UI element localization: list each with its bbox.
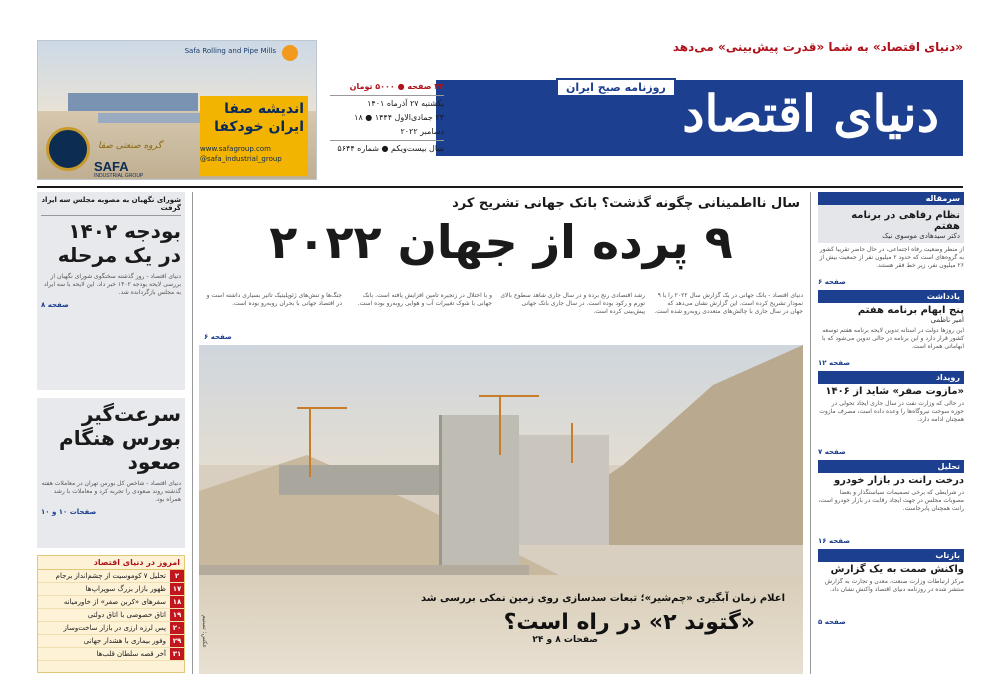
list-item-text: پس لرزه ارزی در بازار ساخت‌وساز — [63, 624, 166, 632]
list-item[interactable] — [38, 570, 184, 583]
event-body: در حالی که وزارت نفت در سال جاری ایجاد تحولی در حوزه سوخت نیروگاه‌ها را وعده داده است، مصرف مازوت همچنان ادامه دارد. — [819, 400, 964, 423]
bourse-story[interactable] — [37, 398, 185, 548]
top-divider — [37, 186, 963, 188]
photo-credit: عکس: تسنیم — [201, 615, 208, 649]
issue-date-fa: یکشنبه ۲۷ آذرماه ۱۴۰۱ — [367, 99, 444, 108]
right-column — [818, 192, 964, 674]
right-column-divider — [810, 192, 811, 674]
bourse-page-ref[interactable]: صفحات ۱۰ و ۱۰ — [41, 508, 97, 516]
event-title[interactable]: «مازوت صفر» شاید از ۱۴۰۶ — [825, 386, 964, 397]
safa-logo-icon — [46, 127, 90, 171]
bourse-headline[interactable]: سرعت‌گیر بورس هنگام صعود — [59, 402, 181, 474]
list-item[interactable] — [38, 648, 184, 661]
list-item-text: سفرهای «کربن صفر» از خاورمیانه — [63, 598, 166, 606]
reflection-body: مرکز ارتباطات وزارت صنعت، معدن و تجارت به گزارش منتشر شده در روزنامه دنیای اقتصاد واکنش نشان داد. — [824, 578, 964, 593]
list-item-text: وفور بیماری با هشدار جهانی — [83, 637, 166, 645]
editorial-page-ref[interactable]: صفحه ۶ — [818, 278, 846, 286]
masthead-subtitle: روزنامه صبح ایران — [556, 78, 676, 97]
analysis-section[interactable] — [818, 460, 964, 545]
budget-headline[interactable]: بودجه ۱۴۰۲ در یک مرحله — [57, 219, 181, 267]
analysis-title[interactable]: درخت رانت در بازار خودرو — [833, 475, 964, 486]
list-item-text: آخر قصه سلطان قلب‌ها — [96, 650, 166, 658]
crane-jib — [479, 395, 539, 397]
dam-photo[interactable] — [199, 345, 803, 674]
photo-caption-page-ref[interactable]: صفحات ۸ و ۲۴ — [532, 635, 598, 645]
note-page-ref[interactable]: صفحه ۱۲ — [818, 359, 851, 367]
newspaper-logo[interactable]: دنیای اقتصاد — [682, 84, 939, 143]
ad-factory-image — [68, 93, 198, 111]
editorial-body: از منظر وضعیت رفاه اجتماعی، در حال حاضر تقریباً کشور به گروه‌های است که حدود ۲ میلیون نفر از جمعیت بیش از ۲۶ میلیون نفر، زیر خط فقر هستند. — [819, 246, 964, 269]
analysis-body: در شرایطی که برخی تصمیمات سیاستگذار و بعضاً مصوبات مجلس در جهت ایجاد رقابت در بازار خودرو است، رانت همچنان پابرجاست. — [818, 489, 964, 512]
issue-number: سال بیست‌ویکم ● شماره ۵۶۴۴ — [337, 144, 444, 153]
note-body: این روزها دولت در آستانه تدوین لایحه برنامه هفتم توسعه کشور قرار دارد و این برنامه در حالی تدوین می‌شود که با ابهاماتی همراه است. — [821, 327, 964, 350]
photo-dam-structure-2 — [519, 435, 609, 545]
list-item-text: ظهور بازار بزرگ سوپراپ‌ها — [85, 585, 166, 593]
masthead[interactable] — [436, 80, 963, 156]
reflection-title[interactable]: واکنش صمت به یک گزارش — [830, 564, 964, 575]
budget-page-ref[interactable]: صفحه ۸ — [41, 301, 69, 309]
page-number: ۲۰ — [170, 622, 184, 634]
ad-brand-sub: INDUSTRIAL GROUP — [94, 173, 144, 179]
section-label: بازتاب — [818, 549, 964, 562]
left-column-divider — [192, 192, 193, 674]
today-title: امروز در دنیای اقتصاد — [38, 556, 184, 570]
budget-body: دنیای اقتصاد - روز گذشته سخنگوی شورای نگهبان از بررسی لایحه بودجه ۱۴۰۲ خبر داد. این لایحه با سه ایراد به مجلس بازگردانده شد. — [44, 273, 181, 296]
list-item-text: اتاق خصوصی با اتاق دولتی — [87, 611, 166, 619]
page-number: ۲ — [170, 570, 184, 582]
issue-date-other: ۲۳ جمادی‌الاول ۱۴۴۴ ● ۱۸ دسامبر ۲۰۲۲ — [354, 113, 444, 136]
budget-story[interactable] — [37, 192, 185, 390]
issue-info — [330, 80, 444, 156]
list-item[interactable] — [38, 583, 184, 596]
crane-mast — [571, 423, 573, 463]
reflection-section[interactable] — [818, 549, 964, 626]
photo-wall — [279, 465, 459, 495]
section-label: رویداد — [818, 371, 964, 384]
ad-slogan-line2: ایران خودکفا — [214, 119, 304, 135]
ad-social[interactable]: @safa_industrial_group — [200, 155, 282, 163]
today-in-paper — [37, 555, 185, 673]
crane-mast — [309, 407, 311, 477]
main-kicker: سال نااطمینانی چگونه گذشت؟ بانک جهانی تشریح کرد — [452, 196, 800, 211]
crane-mast — [499, 395, 501, 455]
event-page-ref[interactable]: صفحه ۷ — [818, 448, 846, 456]
budget-kicker: شورای نگهبان به مصوبه مجلس سه ایراد گرفت — [41, 196, 181, 212]
ad-brand-latin: SAFA — [94, 159, 129, 174]
article-page-ref[interactable]: صفحه ۶ — [204, 333, 232, 341]
page-number: ۲۹ — [170, 635, 184, 647]
ad-url[interactable]: www.safagroup.com — [200, 145, 271, 153]
advertisement-banner[interactable] — [37, 40, 317, 180]
section-label: یادداشت — [818, 290, 964, 303]
ad-slogan-line1: اندیشه صفا — [224, 101, 304, 117]
section-label: سرمقاله — [818, 192, 964, 205]
event-section[interactable] — [818, 371, 964, 456]
article-column-2: رشد اقتصادی رنج برده و در سال جاری شاهد سطوح بالای تورم و رکود بوده است. در سال جاری بانک جهانی پیش‌بینی کرده است. — [500, 292, 645, 315]
note-title[interactable]: پنج ابهام برنامه هفتم — [857, 305, 964, 316]
list-item[interactable] — [38, 596, 184, 609]
article-column-4: جنگ‌ها و تنش‌های ژئوپلیتیک تأثیر بسیاری داشته است و در اقتصاد جهانی با بحران روبه‌رو بوده است. — [206, 292, 342, 307]
note-section[interactable] — [818, 290, 964, 367]
photo-caption-headline[interactable]: «گتوند ۲» در راه است؟ — [503, 610, 755, 635]
editorial-author: دکتر سیدهادی موسوی نیک — [882, 232, 960, 240]
crane-jib — [297, 407, 347, 409]
photo-dam-structure — [439, 415, 519, 565]
page-number: ۱۹ — [170, 609, 184, 621]
section-label: تحلیل — [818, 460, 964, 473]
issue-price: ۳۲ صفحه ● ۵۰۰۰ تومان — [349, 82, 444, 91]
page-number: ۱۸ — [170, 596, 184, 608]
main-headline[interactable]: ۹ پرده از جهان ۲۰۲۲ — [269, 215, 733, 269]
article-column-1: دنیای اقتصاد - بانک جهانی در یک گزارش سال ۲۰۲۲ را با ۹ نمودار تشریح کرده است. این گزارش نشان می‌دهد که جهان در سال جاری با چالش‌های متعددی روبه‌رو شده است. — [654, 292, 803, 315]
list-item-text: تحلیل ۷ کوموسیت از چشم‌انداز برجام — [55, 572, 166, 580]
editorial-section[interactable] — [818, 192, 964, 286]
photo-caption-kicker: اعلام زمان آبگیری «چم‌شیر»؛ تبعات سدسازی روی زمین نمکی بررسی شد — [420, 593, 785, 604]
note-author: امیر ناظمی — [930, 316, 964, 324]
ad-top-text: Safa Rolling and Pipe Mills — [184, 47, 276, 55]
editorial-title[interactable]: نظام رفاهی در برنامه هفتم — [851, 210, 960, 232]
analysis-page-ref[interactable]: صفحه ۱۶ — [818, 537, 851, 545]
list-item[interactable] — [38, 622, 184, 635]
bourse-body: دنیای اقتصاد - شاخص کل بورس تهران در معاملات هفته گذشته روند صعودی را تجربه کرد و معاملات با رشد همراه بود. — [41, 480, 181, 503]
list-item[interactable] — [38, 635, 184, 648]
ad-brand-logo-icon — [282, 45, 298, 61]
article-column-3: و با اختلال در زنجیره تأمین افزایش یافته است. بانک جهانی با شوک تغییرات آب و هوایی روبه‌رو بوده است. — [357, 292, 492, 307]
reflection-page-ref[interactable]: صفحه ۵ — [818, 618, 846, 626]
masthead-tagline: «دنیای اقتصاد» به شما «قدرت پیش‌بینی» می‌دهد — [672, 40, 963, 54]
page-number: ۳۱ — [170, 648, 184, 660]
ad-brand-fa: گروه صنعتی صفا — [98, 141, 162, 151]
list-item[interactable] — [38, 609, 184, 622]
ad-factory-image-2 — [98, 113, 208, 123]
page-number: ۱۷ — [170, 583, 184, 595]
